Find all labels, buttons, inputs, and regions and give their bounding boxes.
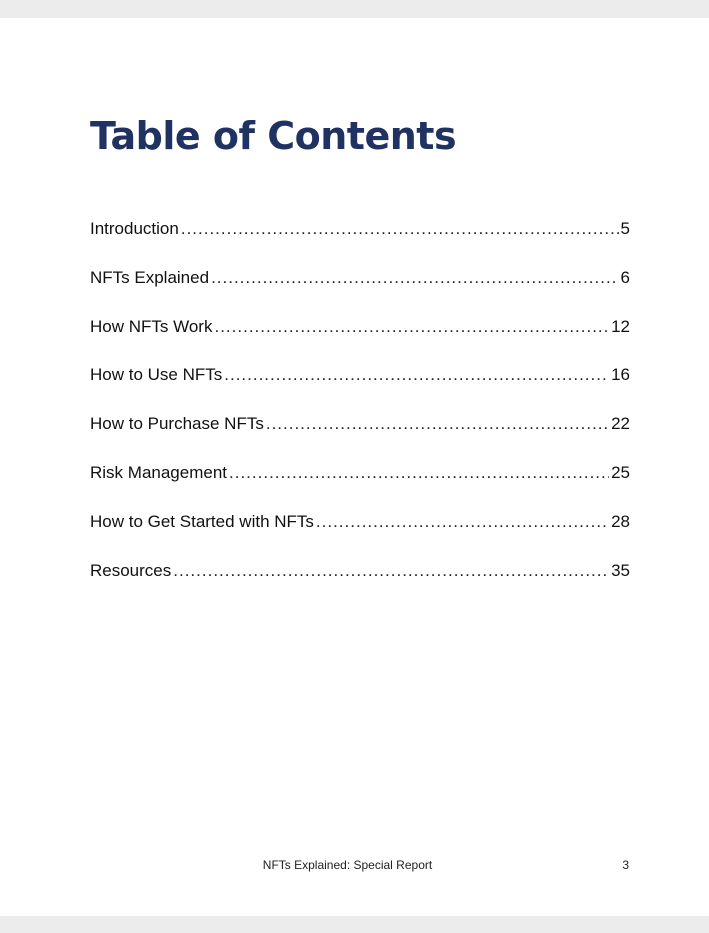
toc-entry-label: How NFTs Work — [90, 316, 213, 336]
toc-entry-how-to-use-nfts[interactable] — [90, 365, 630, 414]
toc-entry-page: 6 — [620, 267, 630, 287]
toc-entry-page: 12 — [611, 316, 630, 336]
toc-entry-label: NFTs Explained — [90, 267, 210, 287]
toc-entry-page: 5 — [620, 219, 630, 238]
toc-entry-nfts-explained[interactable] — [90, 268, 630, 317]
toc-entry-label: How to Purchase NFTs — [90, 414, 264, 434]
toc-dot-leader — [266, 414, 609, 434]
toc-entry-how-to-get-started[interactable] — [90, 512, 630, 561]
toc-entry-risk-management[interactable] — [90, 463, 630, 512]
toc-entry-resources[interactable] — [90, 561, 630, 610]
toc-entry-label: Risk Management — [90, 462, 228, 482]
toc-list — [90, 219, 630, 609]
toc-dot-leader — [316, 512, 609, 532]
toc-entry-how-nfts-work[interactable] — [90, 317, 630, 366]
toc-dot-leader — [173, 561, 609, 581]
toc-dot-leader — [224, 365, 609, 385]
toc-dot-leader — [214, 317, 609, 337]
toc-entry-label: Introduction — [90, 219, 179, 238]
toc-dot-leader — [229, 463, 609, 483]
toc-entry-label: Resources — [90, 560, 172, 580]
toc-entry-page: 35 — [611, 560, 630, 580]
page-title: Table of Contents — [90, 114, 457, 158]
footer-title: NFTs Explained: Special Report — [262, 858, 433, 872]
toc-entry-page: 16 — [611, 365, 630, 385]
toc-entry-how-to-purchase-nfts[interactable] — [90, 414, 630, 463]
footer-page-number: 3 — [622, 858, 629, 872]
toc-entry-introduction[interactable] — [90, 219, 630, 268]
toc-dot-leader — [181, 219, 619, 239]
toc-entry-label: How to Use NFTs — [90, 365, 223, 385]
toc-entry-page: 28 — [611, 511, 630, 531]
toc-entry-page: 25 — [611, 462, 630, 482]
toc-entry-page: 22 — [611, 414, 630, 434]
toc-dot-leader — [211, 268, 618, 288]
toc-entry-label: How to Get Started with NFTs — [90, 511, 314, 531]
document-page — [0, 18, 709, 916]
